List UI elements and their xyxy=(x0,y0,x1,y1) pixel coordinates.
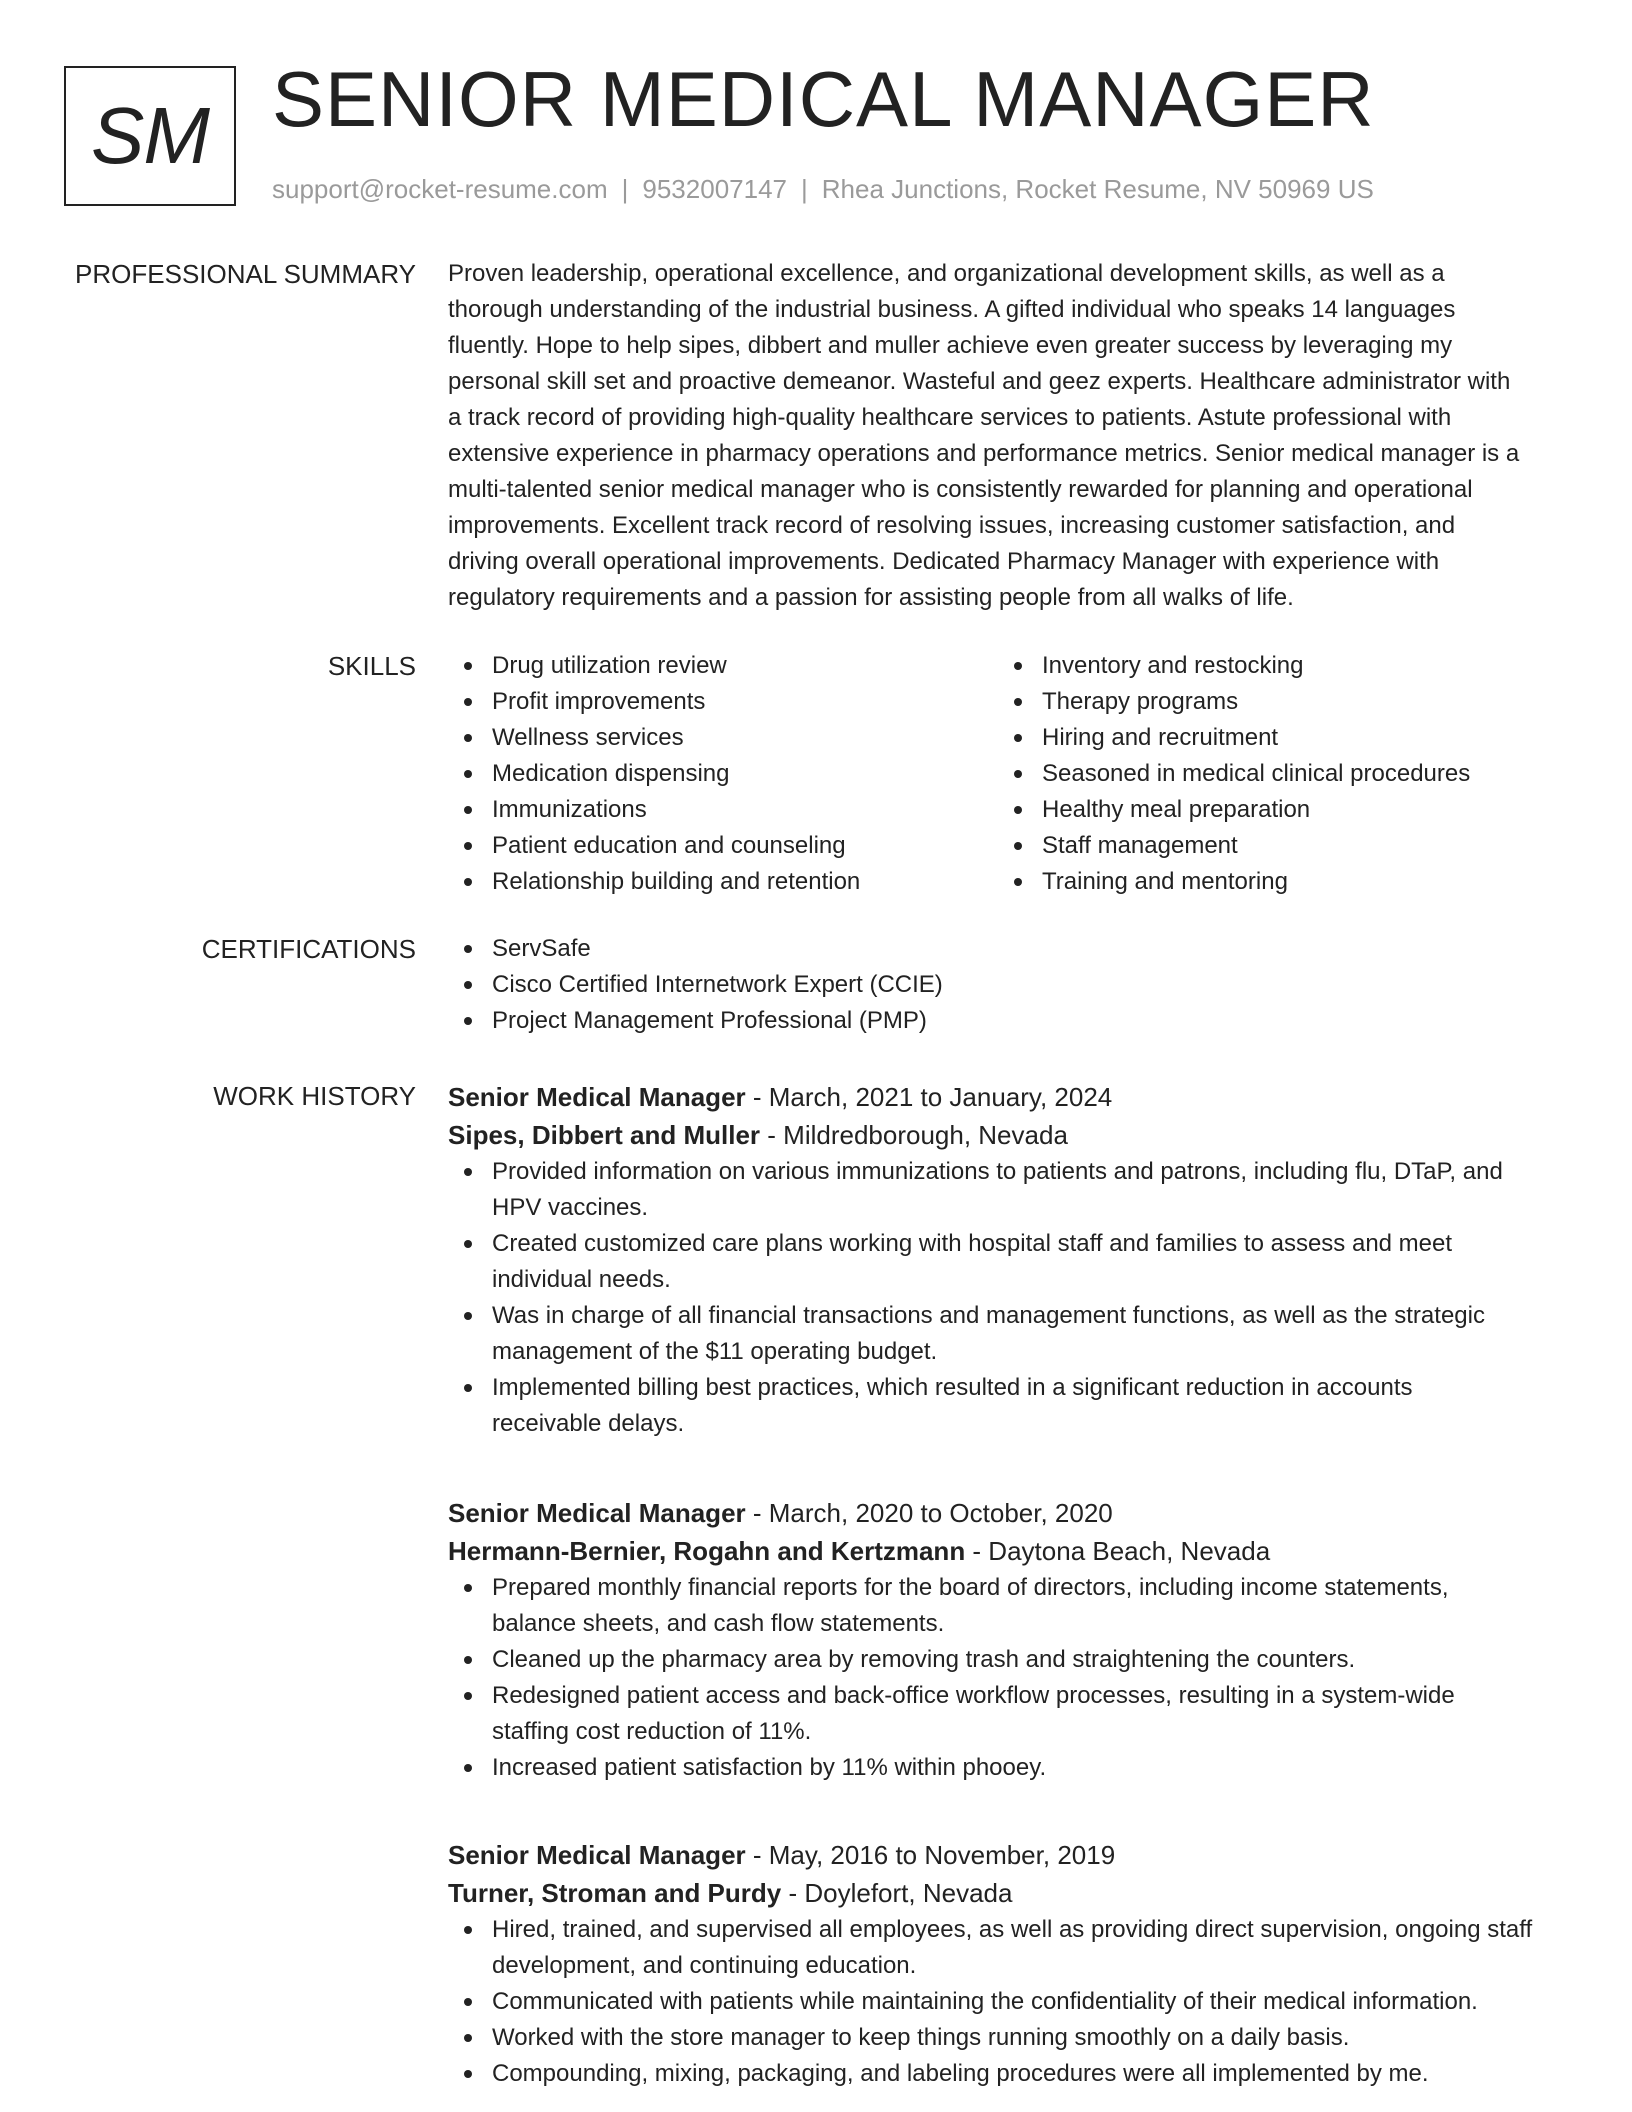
job-location: - Doylefort, Nevada xyxy=(781,1878,1013,1908)
duty-line: balance sheets, and cash flow statements. xyxy=(492,1610,945,1637)
summary-line: extensive experience in pharmacy operations and performance metrics. Senior medical manager is a xyxy=(448,440,1520,467)
duty-item xyxy=(448,1226,1568,1298)
duty-line: Implemented billing best practices, which resulted in a significant reduction in accounts xyxy=(492,1374,1413,1401)
skills-column-right xyxy=(998,648,1548,900)
job-entry xyxy=(448,1494,1568,1786)
skill-item: Therapy programs xyxy=(998,684,1548,720)
duty-item xyxy=(448,1912,1568,1984)
summary-line: a track record of providing high-quality healthcare services to patients. Astute professional with xyxy=(448,404,1452,431)
contact-line xyxy=(272,174,1374,205)
job-company-line xyxy=(448,1116,1568,1154)
summary-line: regulatory requirements and a passion for assisting people from all walks of life. xyxy=(448,584,1294,611)
job-title: Senior Medical Manager xyxy=(448,1498,746,1528)
skill-item: Medication dispensing xyxy=(448,756,998,792)
duty-line: Created customized care plans working with hospital staff and families to assess and meet xyxy=(492,1230,1453,1257)
duty-item xyxy=(448,1678,1568,1750)
skill-item: Inventory and restocking xyxy=(998,648,1548,684)
job-duties xyxy=(448,1154,1568,1442)
duty-line: individual needs. xyxy=(492,1266,671,1293)
duty-line: Provided information on various immunizations to patients and patrons, including flu, DTaP, and xyxy=(492,1158,1503,1185)
section-heading-work-history: WORK HISTORY xyxy=(213,1081,416,1111)
duty-line: development, and continuing education. xyxy=(492,1952,917,1979)
job-dates: - March, 2020 to October, 2020 xyxy=(745,1498,1113,1528)
job-title: Senior Medical Manager xyxy=(448,1082,746,1112)
certification-item: Cisco Certified Internetwork Expert (CCIE) xyxy=(448,967,1568,1003)
section-heading-skills: SKILLS xyxy=(327,651,416,681)
job-company: Hermann-Bernier, Rogahn and Kertzmann xyxy=(448,1536,966,1566)
monogram-text: SM xyxy=(91,91,209,180)
job-title: Senior Medical Manager xyxy=(448,1840,746,1870)
monogram-logo xyxy=(64,66,236,206)
skill-item: Hiring and recruitment xyxy=(998,720,1548,756)
summary-line: improvements. Excellent track record of resolving issues, increasing customer satisfaction, and xyxy=(448,512,1456,539)
duty-line: management of the $11 operating budget. xyxy=(492,1338,938,1365)
summary-line: multi-talented senior medical manager who is consistently rewarded for planning and operational xyxy=(448,476,1473,503)
duty-line: Cleaned up the pharmacy area by removing trash and straightening the counters. xyxy=(492,1646,1356,1673)
skill-item: Drug utilization review xyxy=(448,648,998,684)
skill-item: Immunizations xyxy=(448,792,998,828)
certification-item: ServSafe xyxy=(448,931,1568,967)
resume-title: SENIOR MEDICAL MANAGER xyxy=(272,55,1375,143)
section-heading-certifications: CERTIFICATIONS xyxy=(201,934,416,964)
certifications-bullets xyxy=(448,931,1568,1039)
certification-item: Project Management Professional (PMP) xyxy=(448,1003,1568,1039)
duty-item xyxy=(448,1642,1568,1678)
summary-line: driving overall operational improvements. Dedicated Pharmacy Manager with experience with xyxy=(448,548,1440,575)
summary-line: thorough understanding of the industrial business. A gifted individual who speaks 14 languages xyxy=(448,296,1456,323)
summary-line: fluently. Hope to help sipes, dibbert and muller achieve even greater success by leveraging my xyxy=(448,332,1453,359)
duty-line: Hired, trained, and supervised all employees, as well as providing direct supervision, ongoing staff xyxy=(492,1916,1533,1943)
duty-item xyxy=(448,1370,1568,1442)
duty-line: Increased patient satisfaction by 11% within phooey. xyxy=(492,1754,1047,1781)
skill-item: Healthy meal preparation xyxy=(998,792,1548,828)
contact-address: Rhea Junctions, Rocket Resume, NV 50969 US xyxy=(821,174,1374,204)
job-company-line xyxy=(448,1874,1568,1912)
job-title-line xyxy=(448,1494,1568,1532)
skill-item: Relationship building and retention xyxy=(448,864,998,900)
job-location: - Daytona Beach, Nevada xyxy=(965,1536,1271,1566)
duty-item xyxy=(448,1570,1568,1642)
job-dates: - May, 2016 to November, 2019 xyxy=(745,1840,1116,1870)
job-location: - Mildredborough, Nevada xyxy=(760,1120,1068,1150)
job-title-line xyxy=(448,1078,1568,1116)
contact-separator: | xyxy=(621,174,629,204)
duty-line: receivable delays. xyxy=(492,1410,685,1437)
job-dates: - March, 2021 to January, 2024 xyxy=(745,1082,1113,1112)
duty-line: Was in charge of all financial transactions and management functions, as well as the strategic xyxy=(492,1302,1485,1329)
contact-separator: | xyxy=(801,174,808,204)
duty-item xyxy=(448,1298,1568,1370)
duty-line: Redesigned patient access and back-office workflow processes, resulting in a system-wide xyxy=(492,1682,1455,1709)
skill-item: Patient education and counseling xyxy=(448,828,998,864)
duty-line: staffing cost reduction of 11%. xyxy=(492,1718,812,1745)
skill-item: Staff management xyxy=(998,828,1548,864)
skills-list xyxy=(448,648,1568,900)
job-company-line xyxy=(448,1532,1568,1570)
certifications-list xyxy=(448,931,1568,1039)
job-company: Turner, Stroman and Purdy xyxy=(448,1878,782,1908)
skill-item: Training and mentoring xyxy=(998,864,1548,900)
job-title-line xyxy=(448,1836,1568,1874)
skill-item: Wellness services xyxy=(448,720,998,756)
section-heading-summary: PROFESSIONAL SUMMARY xyxy=(75,259,416,289)
duty-item xyxy=(448,1984,1568,2020)
skill-item: Profit improvements xyxy=(448,684,998,720)
duty-item xyxy=(448,2056,1568,2092)
job-duties xyxy=(448,1570,1568,1786)
skills-column-left xyxy=(448,648,998,900)
job-entry xyxy=(448,1078,1568,1442)
summary-line: personal skill set and proactive demeanor. Wasteful and geez experts. Healthcare administrator with xyxy=(448,368,1511,395)
job-company: Sipes, Dibbert and Muller xyxy=(448,1120,761,1150)
job-entry xyxy=(448,1836,1568,2092)
duty-item xyxy=(448,1750,1568,1786)
duty-item xyxy=(448,2020,1568,2056)
summary-text xyxy=(448,256,1568,616)
job-duties xyxy=(448,1912,1568,2092)
contact-email[interactable]: support@rocket-resume.com xyxy=(272,174,608,204)
duty-line: Prepared monthly financial reports for the board of directors, including income statements, xyxy=(492,1574,1449,1601)
summary-line: Proven leadership, operational excellence, and organizational development skills, as well as a xyxy=(448,260,1445,287)
duty-item xyxy=(448,1154,1568,1226)
duty-line: Worked with the store manager to keep things running smoothly on a daily basis. xyxy=(492,2024,1350,2051)
duty-line: Communicated with patients while maintaining the confidentiality of their medical information. xyxy=(492,1988,1478,2015)
duty-line: HPV vaccines. xyxy=(492,1194,649,1221)
duty-line: Compounding, mixing, packaging, and labeling procedures were all implemented by me. xyxy=(492,2060,1429,2087)
skill-item: Seasoned in medical clinical procedures xyxy=(998,756,1548,792)
contact-phone[interactable]: 9532007147 xyxy=(642,174,787,204)
